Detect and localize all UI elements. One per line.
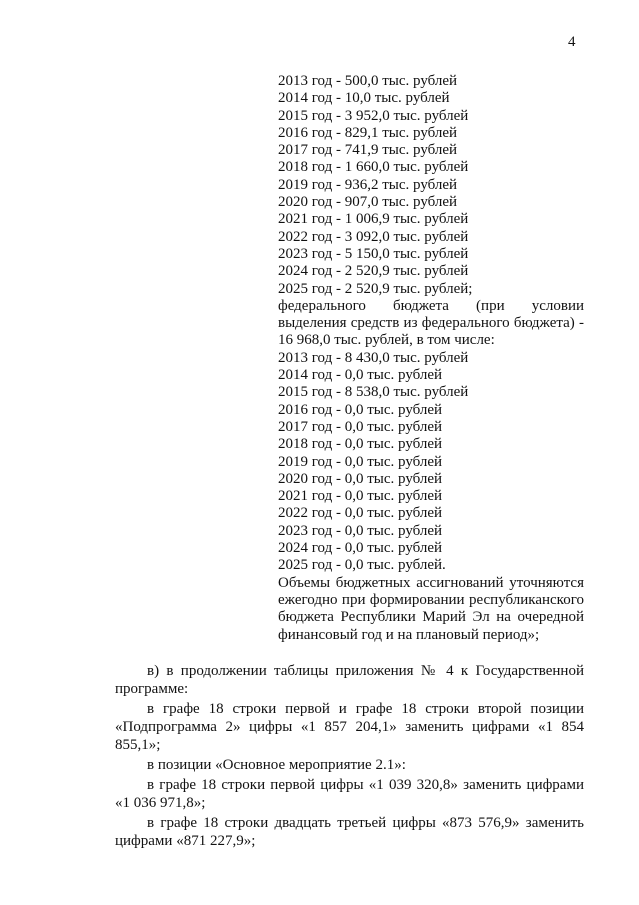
- regional-funding-list: [278, 73, 584, 298]
- funding-column: [278, 73, 584, 644]
- funding-year-line: 2022 год - 0,0 тыс. рублей: [278, 505, 443, 522]
- funding-year-line: 2025 год - 2 520,9 тыс. рублей;: [278, 280, 473, 297]
- funding-year-line: 2021 год - 0,0 тыс. рублей: [278, 488, 443, 505]
- funding-year-line: 2024 год - 0,0 тыс. рублей: [278, 540, 443, 557]
- funding-year-line: 2016 год - 0,0 тыс. рублей: [278, 401, 443, 418]
- funding-year-line: 2014 год - 0,0 тыс. рублей: [278, 367, 443, 384]
- funding-year-line: 2019 год - 936,2 тыс. рублей: [278, 176, 458, 193]
- funding-year-line: 2015 год - 8 538,0 тыс. рублей: [278, 384, 469, 401]
- funding-year-line: 2017 год - 741,9 тыс. рублей: [278, 142, 458, 159]
- funding-year-line: 2021 год - 1 006,9 тыс. рублей: [278, 211, 469, 228]
- funding-year-line: 2018 год - 0,0 тыс. рублей: [278, 436, 443, 453]
- funding-year-line: 2014 год - 10,0 тыс. рублей: [278, 90, 450, 107]
- funding-year-line: 2017 год - 0,0 тыс. рублей: [278, 418, 443, 435]
- funding-year-line: 2020 год - 0,0 тыс. рублей: [278, 470, 443, 487]
- amendment-paragraph: в) в продолжении таблицы приложения № 4 к Государственной программе:: [115, 663, 584, 697]
- amendment-paragraph: в графе 18 строки первой и графе 18 строки второй позиции «Подпрограмма 2» цифры «1 857 204,1» заменить цифрами «1 854 855,1»;: [115, 701, 584, 753]
- volumes-note: Объемы бюджетных ассигнований уточняются ежегодно при формировании республиканского бюджета Республики Марий Эл на очередной финансовый год и на плановый период»;: [278, 574, 584, 643]
- amendments-text: [115, 662, 584, 850]
- funding-year-line: 2013 год - 8 430,0 тыс. рублей: [278, 349, 469, 366]
- funding-year-line: 2023 год - 0,0 тыс. рублей: [278, 522, 443, 539]
- amendment-paragraph: в графе 18 строки первой цифры «1 039 320,8» заменить цифрами «1 036 971,8»;: [115, 777, 584, 811]
- funding-year-line: 2015 год - 3 952,0 тыс. рублей: [278, 107, 469, 124]
- funding-year-line: 2013 год - 500,0 тыс. рублей: [278, 73, 458, 89]
- federal-budget-intro: федерального бюджета (при условии выделения средств из федерального бюджета) - 16 968,0 тыс. рублей, в том числе:: [278, 297, 584, 349]
- amendment-paragraph: в графе 18 строки двадцать третьей цифры «873 576,9» заменить цифрами «871 227,9»;: [115, 815, 584, 849]
- federal-funding-list: [278, 350, 584, 575]
- page-number: 4: [568, 34, 576, 50]
- funding-year-line: 2022 год - 3 092,0 тыс. рублей: [278, 228, 469, 245]
- funding-year-line: 2018 год - 1 660,0 тыс. рублей: [278, 159, 469, 176]
- funding-year-line: 2019 год - 0,0 тыс. рублей: [278, 453, 443, 470]
- funding-year-line: 2023 год - 5 150,0 тыс. рублей: [278, 245, 469, 262]
- funding-year-line: 2025 год - 0,0 тыс. рублей.: [278, 557, 446, 574]
- funding-year-line: 2016 год - 829,1 тыс. рублей: [278, 124, 458, 141]
- funding-year-line: 2024 год - 2 520,9 тыс. рублей: [278, 263, 469, 280]
- funding-year-line: 2020 год - 907,0 тыс. рублей: [278, 194, 458, 211]
- amendment-paragraph: в позиции «Основное мероприятие 2.1»:: [147, 757, 406, 773]
